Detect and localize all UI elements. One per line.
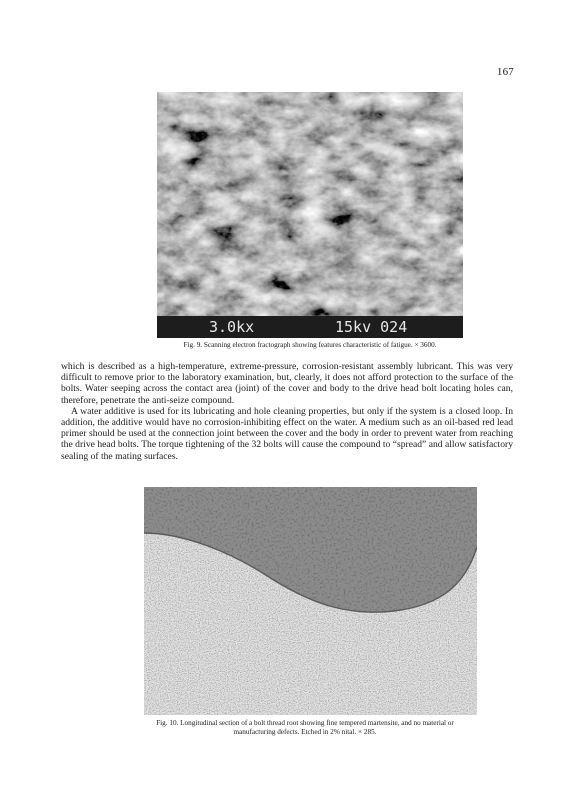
fractograph-image	[157, 92, 463, 338]
sem-data-bar	[157, 316, 463, 338]
body-text	[61, 361, 513, 462]
figure-10-caption-line-1: Fig. 10. Longitudinal section of a bolt thread root showing fine tempered martensite, and no material or	[156, 719, 454, 727]
paragraph-2: A water additive is used for its lubricating and hole cleaning properties, but only if the system is a closed loop. In addition, the additive would have no corrosion-inhibiting effect on the water. A medium such as an oil-based red lead primer should be used at the connection joint between the cover and the body in order to prevent water from reaching the drive head bolts. The torque tightening of the 32 bolts will cause the compound to “spread” and allow satisfactory sealing of the mating surfaces.	[61, 405, 513, 462]
paragraph-1: which is described as a high-temperature, extreme-pressure, corrosion-resistant assembly lubricant. This was very difficult to remove prior to the laboratory examination, but, clearly, it does not afford protection to the surface of the bolts. Water seeping across the contact area (joint) of the cover and body to the drive head bolt locating holes can, therefore, penetrate the anti-seize compound.	[61, 361, 513, 406]
sem-magnification: 3.0kx	[209, 318, 255, 336]
figure-10-caption	[110, 719, 500, 737]
sem-voltage-id: 15kv 024	[335, 318, 408, 336]
page-number: 167	[496, 66, 514, 78]
figure-10-caption-line-2: manufacturing defects. Etched in 2% nital. × 285.	[233, 728, 377, 736]
figure-10-micrograph	[144, 487, 477, 715]
micrograph-image	[144, 487, 477, 715]
figure-9-caption: Fig. 9. Scanning electron fractograph showing features characteristic of fatigue. × 3600.	[183, 341, 437, 349]
figure-9-fractograph	[157, 92, 463, 338]
